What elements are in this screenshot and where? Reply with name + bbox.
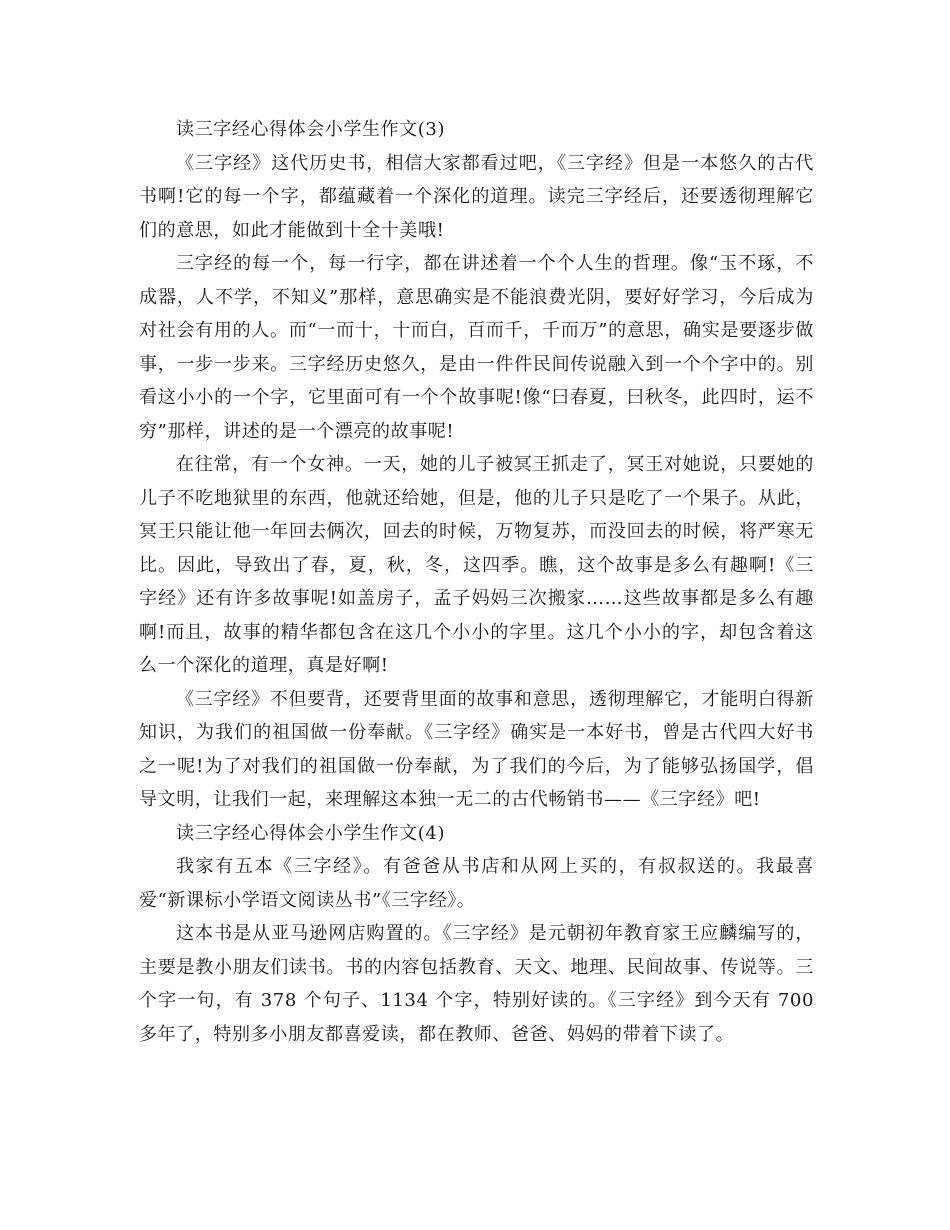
paragraph: 我家有五本《三字经》。有爸爸从书店和从网上买的，有叔叔送的。我最喜爱“新课标小学语文阅读丛书”《三字经》。 (139, 856, 814, 911)
paragraph: 这本书是从亚马逊网店购置的。《三字经》是元朝初年教育家王应麟编写的，主要是教小朋友们读书。书的内容包括教育、天文、地理、民间故事、传说等。三个字一句，有 378 个句子、1134 个字，特别好读的。《三字经》到今天有 700 多年了，特别多小朋友都喜爱读，都在教师、爸爸、妈妈的带着下读了。 (139, 923, 814, 1045)
document-body (139, 113, 814, 1051)
paragraph: 《三字经》不但要背，还要背里面的故事和意思，透彻理解它，才能明白得新知识，为我们的祖国做一份奉献。《三字经》确实是一本好书，曾是古代四大好书之一呢!为了对我们的祖国做一份奉献，为了我们的今后，为了能够弘扬国学，倡导文明，让我们一起，来理解这本独一无二的古代畅销书——《三字经》吧! (139, 688, 814, 810)
paragraph: 在往常，有一个女神。一天，她的儿子被冥王抓走了，冥王对她说，只要她的儿子不吃地狱里的东西，他就还给她，但是，他的儿子只是吃了一个果子。从此，冥王只能让他一年回去俩次，回去的时候，万物复苏，而没回去的时候，将严寒无比。因此，导致出了春，夏，秋，冬，这四季。瞧，这个故事是多么有趣啊!《三字经》还有许多故事呢!如盖房子，孟子妈妈三次搬家……这些故事都是多么有趣啊!而且，故事的精华都包含在这几个小小的字里。这几个小小的字，却包含着这么一个深化的道理，真是好啊! (139, 454, 814, 676)
section-title: 读三字经心得体会小学生作文(3) (176, 119, 446, 140)
paragraph: 《三字经》这代历史书，相信大家都看过吧，《三字经》但是一本悠久的古代书啊!它的每一个字，都蕴藏着一个深化的道理。读完三字经后，还要透彻理解它们的意思，如此才能做到十全十美哦! (139, 152, 814, 241)
paragraph: 三字经的每一个，每一行字，都在讲述着一个个人生的哲理。像“玉不琢，不成器，人不学，不知义”那样，意思确实是不能浪费光阴，要好好学习，今后成为对社会有用的人。而“一而十，十而白，百而千，千而万”的意思，确实是要逐步做事，一步一步来。三字经历史悠久，是由一件件民间传说融入到一个个字中的。别看这小小的一个字，它里面可有一个个故事呢!像“曰春夏，曰秋冬，此四时，运不穷”那样，讲述的是一个漂亮的故事呢! (139, 253, 814, 442)
section-title: 读三字经心得体会小学生作文(4) (176, 822, 446, 844)
